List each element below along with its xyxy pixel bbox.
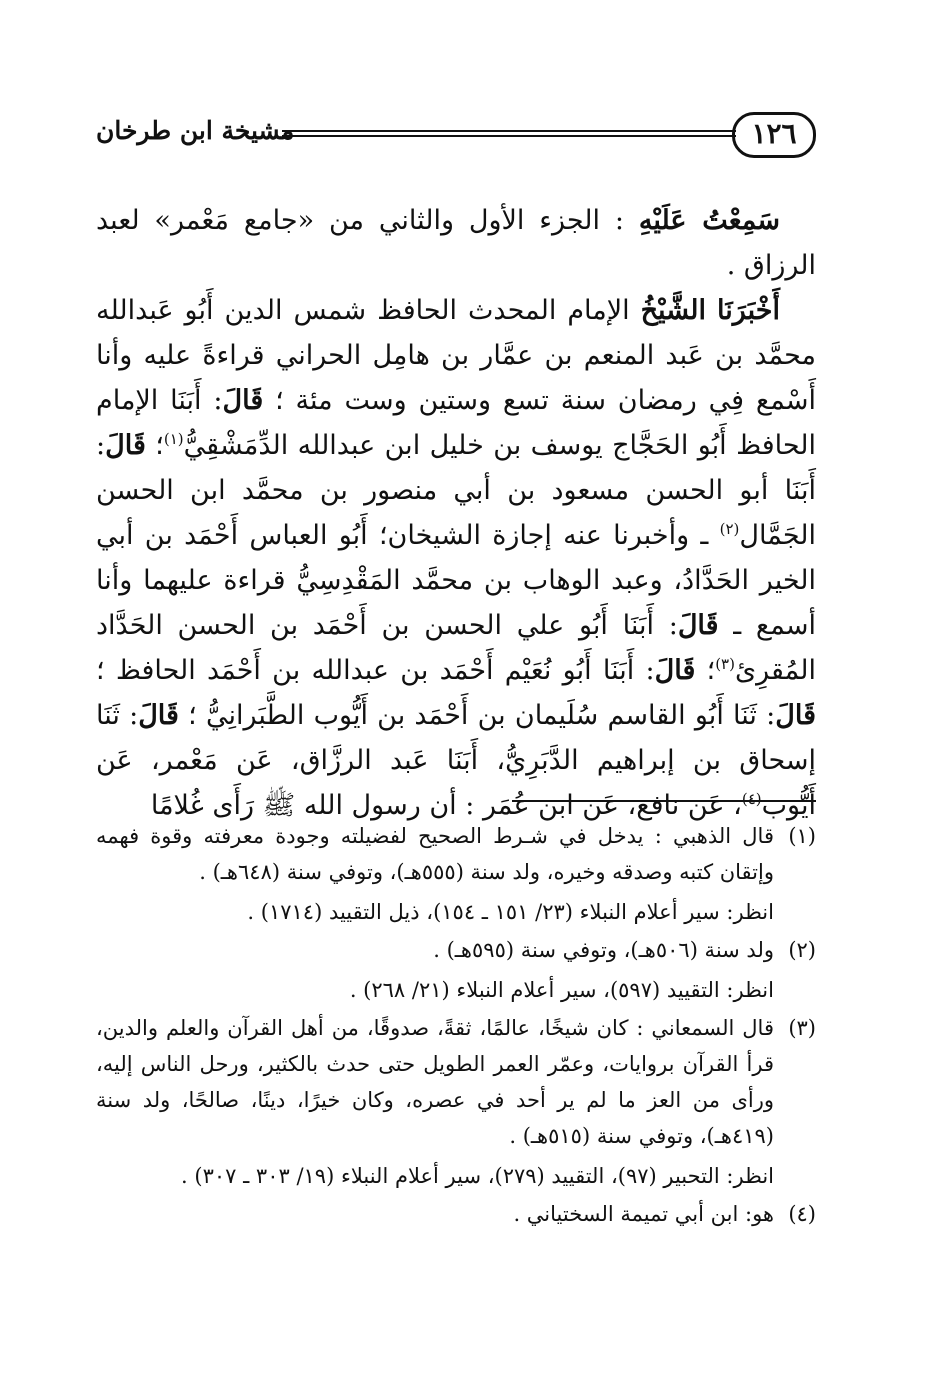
footnote-number: (٣): [788, 1016, 816, 1040]
footnote-item: [96, 1010, 816, 1194]
qala-word: قَالَ: [654, 655, 696, 686]
isnad-paragraph: [96, 288, 816, 828]
footnote-line: انظر: التقييد (٥٩٧)، سير أعلام النبلاء (٢١/ ٢٦٨) .: [349, 978, 774, 1002]
akhbarana-word: أَخْبَرَنَا: [717, 295, 780, 326]
qala-word: قَالَ: [677, 610, 719, 641]
footnotes: [96, 818, 816, 1234]
footnote-item: [96, 1196, 816, 1232]
heard-label: سَمِعْتُ عَلَيْهِ: [638, 205, 780, 236]
isnad-part-11: ، عَن نافع، عَن ابن عُمَر : أن رسول الله ﷺ رَأَى غُلامًا: [150, 790, 742, 821]
heard-text: : الجزء الأول والثاني من «جامع مَعْمر» لعبد الرزاق .: [96, 205, 816, 281]
isnad-part-1: الإمام المحدث الحافظ شمس الدين أَبُو عَبدالله محمَّد بن عَبد المنعم بن عمَّار بن هامِل الحراني قراءةً عليه وأنا أَسْمع فِي رمضان سنة تسع وستين وست مئة ؛: [96, 295, 816, 416]
qala-word: قَالَ: [138, 700, 179, 731]
page-header: [96, 112, 816, 156]
book-title: مشيخة ابن طرخان: [96, 116, 295, 145]
footnote-line: انظر: التحبير (٩٧)، التقييد (٢٧٩)، سير أعلام النبلاء (١٩/ ٣٠٣ ـ ٣٠٧) .: [181, 1164, 774, 1188]
isnad-part-2: : أَبَنَا الإمام الحافظ أَبُو الحَجَّاج يوسف بن خليل ابن عبدالله الدِّمَشْقِيُّ: [96, 385, 816, 461]
isnad-part-10: : ثَنَا إسحاق بن إبراهيم الدَّبَرِيُّ، أَبَنَا عَبد الرزَّاق، عَن مَعْمر، عَن أَيُّوب: [96, 700, 816, 821]
main-text: [96, 198, 816, 828]
header-rule: [282, 130, 736, 137]
footnote-line: قال السمعاني : كان شيخًا، عالمًا، ثقةً، صدوقًا، من أهل القرآن والعلم والدين، قرأ القرآن بروايات، وعمّر العمر الطويل حتى حدث بالكثير، ورحل الناس إليه، ورأى من العز ما لم ير أحد في عصره، وكان خيرًا، دينًا، صالحًا، ولد سنة (٤١٩هـ)، وتوفي سنة (٥١٥هـ) .: [96, 1016, 774, 1148]
isnad-part-5: ـ وأخبرنا عنه إجازة الشيخان؛ أَبُو العباس أَحْمَد بن أبي الخير الحَدَّادُ، وعبد الوهاب بن محمَّد المَقْدِسِيُّ قراءة عليهما وأنا أسمع ـ: [96, 520, 816, 641]
isnad-part-8: : أَبَنَا أَبُو نُعَيْم أَحْمَد بن عبدالله بن أَحْمَد الحافظ ؛: [96, 655, 655, 686]
footnote-ref-1[interactable]: (١): [163, 430, 184, 448]
qala-word: قَالَ: [775, 700, 816, 731]
qala-word: قَالَ: [105, 430, 146, 461]
heard-paragraph: [96, 198, 816, 288]
footnote-separator: [512, 800, 816, 802]
footnote-line: ولد سنة (٥٠٦هـ)، وتوفي سنة (٥٩٥هـ) .: [433, 938, 774, 962]
footnote-ref-4[interactable]: (٤): [741, 790, 762, 808]
isnad-part-7: ؛: [706, 655, 716, 686]
footnote-ref-2[interactable]: (٢): [719, 520, 740, 538]
footnote-body: [96, 818, 774, 930]
footnote-ref-3[interactable]: (٣): [715, 655, 735, 673]
footnote-item: [96, 818, 816, 930]
footnote-body: [96, 1196, 774, 1232]
qala-word: قَالَ: [222, 385, 264, 416]
footnote-number: (٢): [788, 938, 816, 962]
footnote-number: (٤): [788, 1202, 816, 1226]
isnad-part-6: : أَبَنَا أَبُو علي الحسن بن أَحْمَد بن الحسن الحَدَّاد المُقرِئ: [96, 610, 816, 686]
footnote-body: [96, 1010, 774, 1194]
page-number: ١٢٦: [732, 112, 816, 158]
isnad-part-4: : أَبَنَا أبو الحسن مسعود بن أبي منصور بن محمَّد ابن الحسن الجَمَّال: [96, 430, 816, 551]
footnote-line: انظر: سير أعلام النبلاء (٢٣/ ١٥١ ـ ١٥٤)، ذيل التقييد (١٧١٤) .: [247, 900, 774, 924]
footnote-number: (١): [788, 824, 816, 848]
isnad-part-3: ؛: [155, 430, 164, 461]
footnote-line: هو: ابن أبي تميمة السختياني .: [513, 1202, 774, 1226]
sheikh-word: الشَّيْخُ: [640, 295, 707, 326]
isnad-part-9: : ثَنَا أَبُو القاسم سُلَيمان بن أَحْمَد بن أَيُّوب الطَّبَرانِيُّ ؛: [188, 700, 776, 731]
footnote-item: [96, 932, 816, 1008]
footnote-body: [96, 932, 774, 1008]
footnote-line: قال الذهبي : يدخل في شـرط الصحيح لفضيلته وجودة معرفته وقوة فهمه وإتقان كتبه وصدقه وخيره، ولد سنة (٥٥٥هـ)، وتوفي سنة (٦٤٨هـ) .: [96, 824, 774, 884]
